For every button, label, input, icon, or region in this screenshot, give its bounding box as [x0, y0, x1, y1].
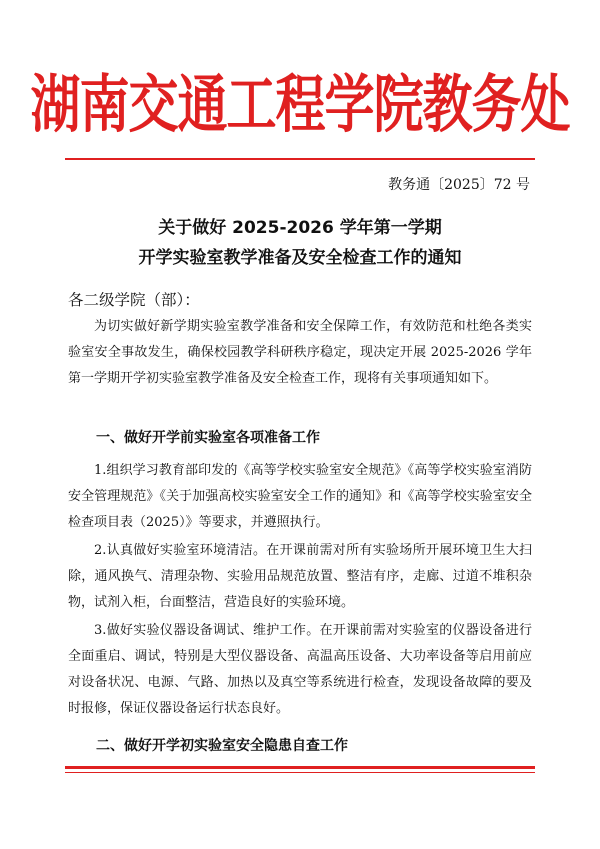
document-number: 教务通〔2025〕72 号: [388, 177, 530, 193]
section-1-paragraph-2: 2.认真做好实验室环境清洁。在开课前需对所有实验场所开展环境卫生大扫除，通风换气、清理杂物、实验用品规范放置、整洁有序，走廊、过道不堆积杂物，试剂入柜，台面整洁，营造良好的实验环境。: [68, 543, 532, 610]
section-heading-2: 二、做好开学初实验室安全隐患自查工作: [96, 738, 348, 754]
salutation: 各二级学院（部）：: [68, 291, 200, 309]
notice-title-line-1: 关于做好 2025-2026 学年第一学期: [158, 218, 442, 238]
red-divider-bottom: [65, 766, 535, 769]
section-1-paragraph-3: 3.做好实验仪器设备调试、维护工作。在开课前需对实验室的仪器设备进行全面重启、调试，特别是大型仪器设备、高温高压设备、大功率设备等启用前应对设备状况、电源、气路、加热以及真空等系统进行检查，发现设备故障的要及时报修，保证仪器设备运行状态良好。: [68, 623, 532, 716]
masthead-org-name: 湖南交通工程学院教务处: [30, 68, 570, 141]
notice-title-line-2: 开学实验室教学准备及安全检查工作的通知: [138, 248, 462, 268]
red-divider-top: [65, 158, 535, 160]
section-1-paragraph-1: 1.组织学习教育部印发的《高等学校实验室安全规范》《高等学校实验室消防安全管理规范》《关于加强高校实验室安全工作的通知》和《高等学校实验室安全检查项目表（2025）》等要求，并遵照执行。: [68, 463, 532, 530]
red-divider-bottom-thin: [65, 772, 535, 773]
section-heading-1: 一、做好开学前实验室各项准备工作: [96, 430, 320, 446]
intro-paragraph: 为切实做好新学期实验室教学准备和安全保障工作，有效防范和杜绝各类实验室安全事故发生，确保校园教学科研秩序稳定，现决定开展 2025-2026 学年第一学期开学初实验室教学准备及安全检查工作，现将有关事项通知如下。: [68, 319, 532, 386]
